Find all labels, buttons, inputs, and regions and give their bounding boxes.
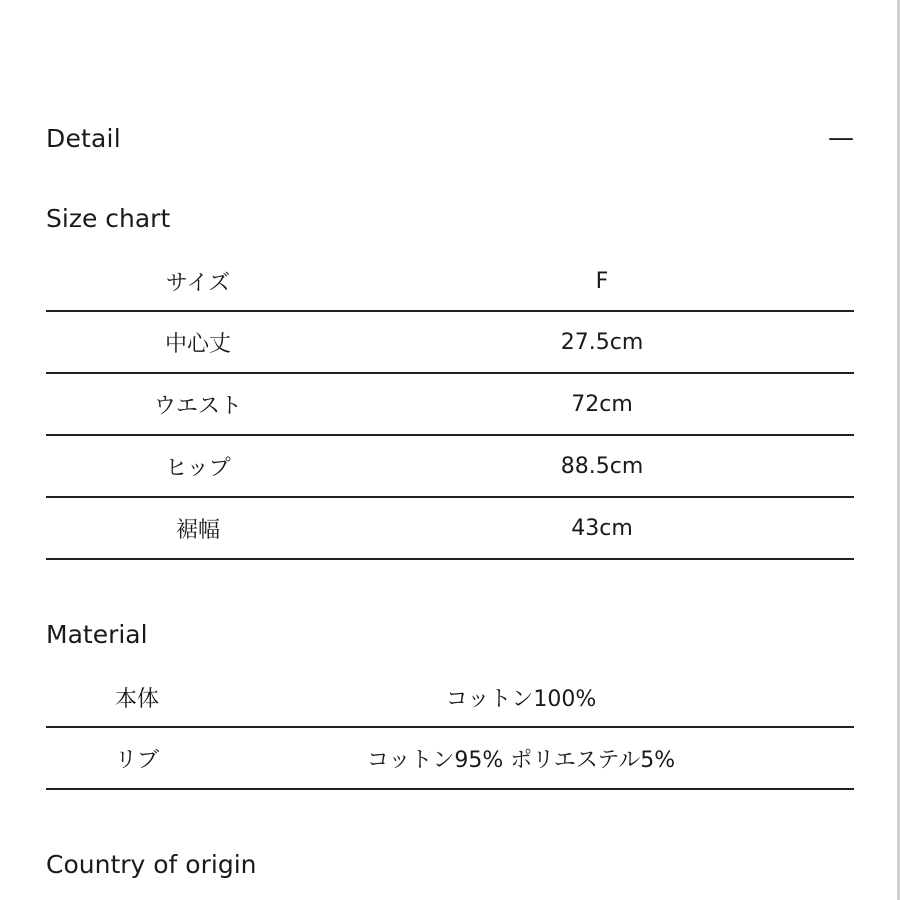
size-value: F [595,268,609,294]
material-value: コットン100% [445,686,597,712]
material-label: 本体 [114,686,159,712]
size-label: サイズ [165,270,231,296]
detail-header[interactable] [46,118,854,158]
size-label: ウエスト [153,393,242,419]
material-value: コットン95% ポリエステル5% [366,747,676,773]
detail-title: Detail [46,123,121,153]
size-label: 裾幅 [175,517,220,543]
material-title: Material [46,620,148,649]
table-row [46,668,854,728]
table-row [46,498,854,560]
size-value: 43cm [571,515,633,541]
table-row [46,728,854,790]
table-row [46,312,854,374]
size-chart-table [46,252,854,560]
size-label: ヒップ [165,455,231,481]
size-value: 72cm [571,391,633,417]
table-row [46,374,854,436]
material-table [46,668,854,790]
table-row [46,252,854,312]
size-value: 27.5cm [560,329,644,355]
collapse-icon[interactable]: — [828,123,854,153]
table-row [46,436,854,498]
country-of-origin-title: Country of origin [46,850,257,879]
size-label: 中心丈 [164,331,231,357]
size-chart-title: Size chart [46,204,171,233]
size-value: 88.5cm [560,453,644,479]
material-label: リブ [114,747,159,773]
